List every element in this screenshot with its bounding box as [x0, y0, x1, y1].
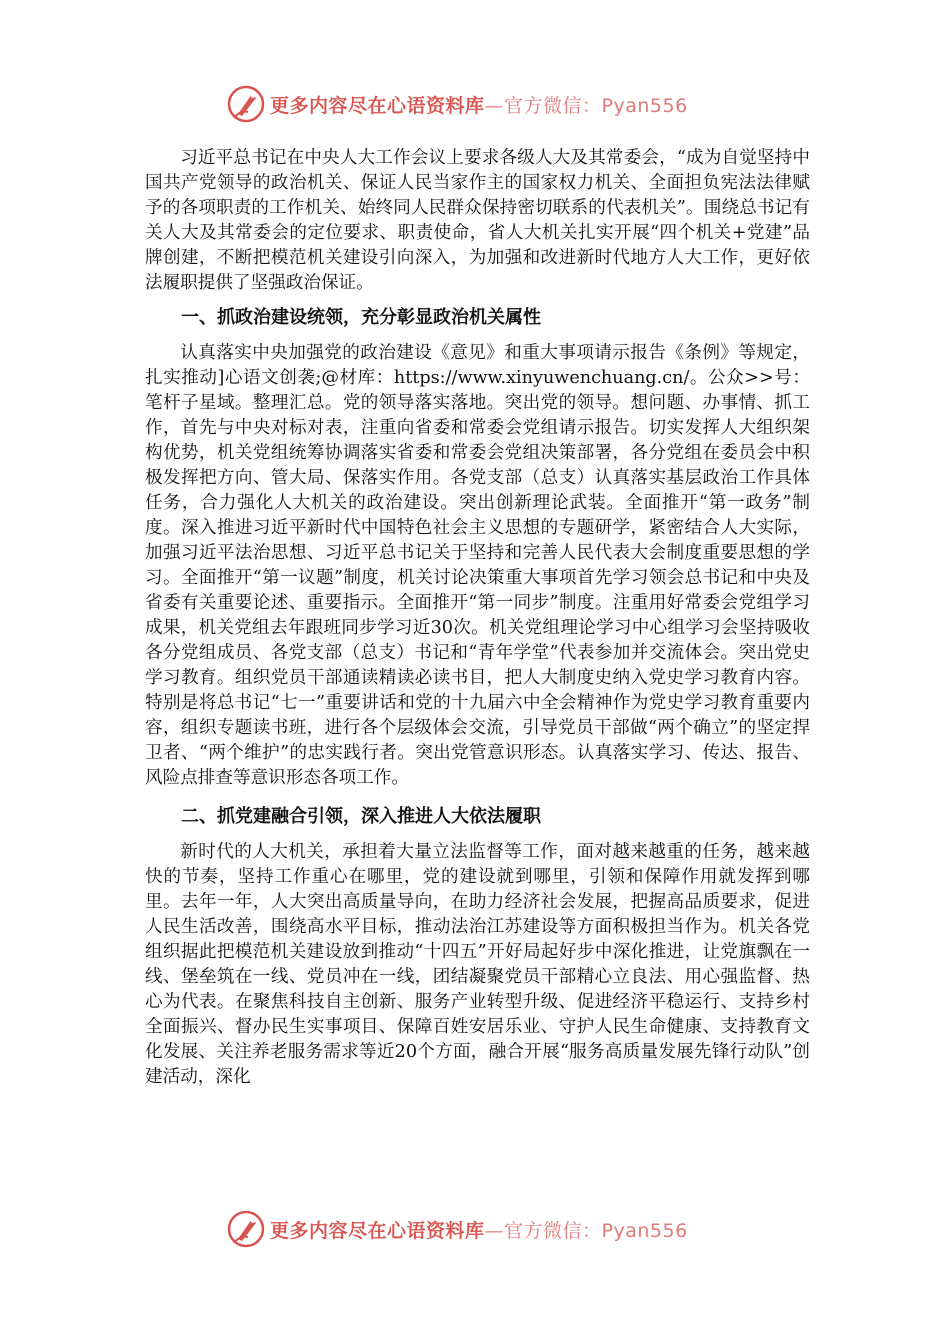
footer-banner	[226, 1209, 688, 1249]
banner-contact: 官方微信：Pyan556	[504, 94, 688, 117]
banner-contact: 官方微信：Pyan556	[504, 1219, 688, 1242]
banner-separator: —	[484, 1219, 505, 1242]
section-1-heading: 一、抓政治建设统领，充分彰显政治机关属性	[181, 307, 541, 328]
section-1-paragraph: 认真落实中央加强党的政治建设《意见》和重大事项请示报告《条例》等规定，扎实推动]心语文创袭;@材库：https://www.xinyuwenchuang.cn/。公众>>号：笔杆子星域。整理汇总。党的领导落实落地。突出党的领导。想问题、办事情、抓工作，首先与中央对标对表，注重向省委和常委会党组请示报告。切实发挥人大组织架构优势，机关党组统筹协调落实省委和常委会党组决策部署，各分党组在委员会中积极发挥把方向、管大局、保落实作用。各党支部（总支）认真落实基层政治工作具体任务，合力强化人大机关的政治建设。突出创新理论武装。全面推开“第一政务”制度。深入推进习近平新时代中国特色社会主义思想的专题研学，紧密结合人大实际，加强习近平法治思想、习近平总书记关于坚持和完善人民代表大会制度重要思想的学习。全面推开“第一议题”制度，机关讨论决策重大事项首先学习领会总书记和中央及省委有关重要论述、重要指示。全面推开“第一同步”制度。注重用好常委会党组学习成果，机关党组去年跟班同步学习近30次。机关党组理论学习中心组学习会坚持吸收各分党组成员、各党支部（总支）书记和“青年学堂”代表参加并交流体会。突出党史学习教育。组织党员干部通读精读必读书目，把人大制度史纳入党史学习教育内容。特别是将总书记“七一”重要讲话和党的十九届六中全会精神作为党史学习教育重要内容，组织专题读书班，进行各个层级体会交流，引导党员干部做“两个确立”的坚定捍卫者、“两个维护”的忠实践行者。突出党管意识形态。认真落实学习、传达、报告、风险点排查等意识形态各项工作。	[145, 343, 810, 788]
header-banner	[226, 84, 688, 124]
document-body	[145, 146, 810, 1090]
section-2-paragraph: 新时代的人大机关，承担着大量立法监督等工作，面对越来越重的任务，越来越快的节奏，坚持工作重心在哪里，党的建设就到哪里，引领和保障作用就发挥到哪里。去年一年，人大突出高质量导向，在助力经济社会发展，把握高品质要求，促进人民生活改善，围绕高水平目标，推动法治江苏建设等方面积极担当作为。机关各党组织据此把模范机关建设放到推动“十四五”开好局起好步中深化推进，让党旗飘在一线、堡垒筑在一线、党员冲在一线，团结凝聚党员干部精心立良法、用心强监督、热心为代表。在聚焦科技自主创新、服务产业转型升级、促进经济平稳运行、支持乡村全面振兴、督办民生实事项目、保障百姓安居乐业、守护人民生命健康、支持教育文化发展、关注养老服务需求等近20个方面，融合开展“服务高质量发展先锋行动队”创建活动，深化	[145, 842, 810, 1087]
pen-nib-logo-icon	[226, 84, 266, 124]
banner-separator: —	[484, 94, 505, 117]
pen-nib-logo-icon	[226, 1209, 266, 1249]
banner-title: 更多内容尽在心语资料库	[270, 1219, 485, 1242]
intro-paragraph: 习近平总书记在中央人大工作会议上要求各级人大及其常委会，“成为自觉坚持中国共产党领导的政治机关、保证人民当家作主的国家权力机关、全面担负宪法法律赋予的各项职责的工作机关、始终同人民群众保持密切联系的代表机关”。围绕总书记有关人大及其常委会的定位要求、职责使命，省人大机关扎实开展“四个机关+党建”品牌创建，不断把模范机关建设引向深入，为加强和改进新时代地方人大工作，更好依法履职提供了坚强政治保证。	[145, 148, 810, 293]
section-2-heading: 二、抓党建融合引领，深入推进人大依法履职	[181, 806, 541, 827]
banner-title: 更多内容尽在心语资料库	[270, 94, 485, 117]
banner-text	[270, 91, 688, 118]
banner-text	[270, 1216, 688, 1243]
